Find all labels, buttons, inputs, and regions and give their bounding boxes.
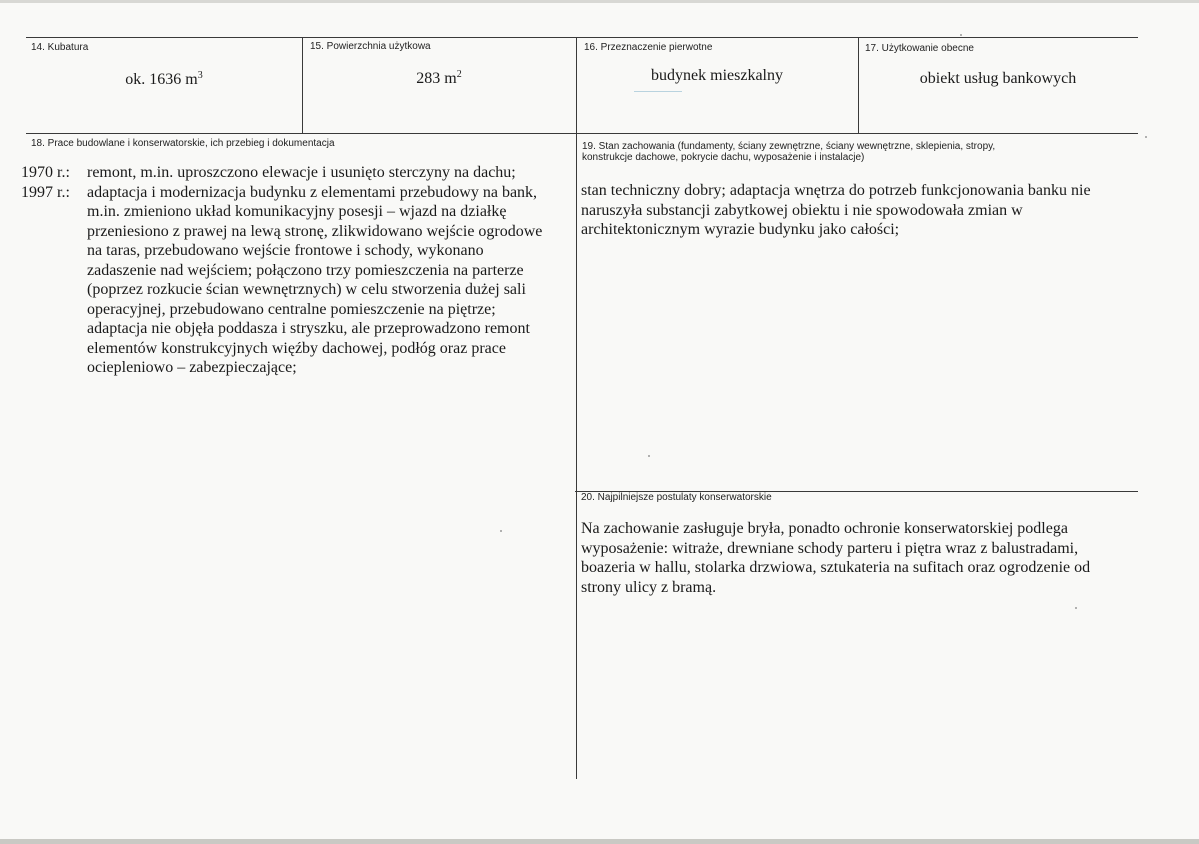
field-14-value-sup: 3 xyxy=(197,70,203,81)
field-20-label: 20. Najpilniejsze postulaty konserwatorskie xyxy=(581,492,772,503)
field-15-value-text: 283 m xyxy=(416,70,457,87)
scan-speck xyxy=(1075,607,1077,609)
field-19-label-line: 19. Stan zachowania (fundamenty, ściany zewnętrzne, ściany wewnętrzne, sklepienia, stropy, xyxy=(582,141,996,152)
work-entry xyxy=(21,163,571,183)
work-entry-line: adaptacja i modernizacja budynku z elementami przebudowy na bank, xyxy=(87,183,538,201)
postulate-line: strony ulicy z bramą. xyxy=(581,578,717,596)
field-16-value: budynek mieszkalny xyxy=(651,67,783,84)
work-entry-year: 1970 r.: xyxy=(21,164,70,181)
field-17-label: 17. Użytkowanie obecne xyxy=(865,43,974,54)
work-entry-line: remont, m.in. uproszczono elewacje i usunięto sterczyny na dachu; xyxy=(87,164,516,181)
work-entry-line: (poprzez rozkucie ścian wewnętrznych) w celu stworzenia dużej sali xyxy=(87,281,526,298)
work-entry-line: zadaszenie nad wejściem; połączono trzy pomieszczenia na parterze xyxy=(87,261,524,279)
scan-speck xyxy=(648,455,650,457)
scan-speck xyxy=(500,530,502,532)
field-15-value-sup: 2 xyxy=(456,69,462,80)
condition-line: architektonicznym wyrazie budynku jako całości; xyxy=(581,221,900,238)
field-19-label xyxy=(582,141,995,163)
condition-line: stan techniczny dobry; adaptacja wnętrza do potrzeb funkcjonowania banku nie xyxy=(581,182,1091,199)
field-14-value-text: ok. 1636 m xyxy=(125,71,198,88)
field-17-value: obiekt usług bankowych xyxy=(919,70,1077,87)
scan-speck xyxy=(960,34,962,36)
postulate-line: Na zachowanie zasługuje bryła, ponadto ochronie konserwatorskiej podlega xyxy=(581,520,1068,537)
work-entry-line: przeniesiono z prawej na lewą stronę, zlikwidowano wejście ogrodowe xyxy=(87,222,543,240)
work-entry-line: m.in. zmieniono układ komunikacyjny posesji – wjazd na działkę xyxy=(87,203,507,220)
field-19-label-line: konstrukcje dachowe, pokrycie dachu, wyposażenie i instalacje) xyxy=(582,152,865,163)
work-entry-line: na taras, przebudowano wejście frontowe i schody, wykonano xyxy=(87,242,484,259)
condition-line: naruszyła substancji zabytkowej obiektu i nie spowodowała zmian w xyxy=(581,201,1023,219)
field-14-value xyxy=(26,66,302,89)
scan-edge-top xyxy=(0,0,1199,3)
work-entry-line: adaptacja nie objęła poddasza i stryszku, ale przeprowadzono remont xyxy=(87,320,530,337)
rule-v2 xyxy=(576,37,577,779)
field-14-label: 14. Kubatura xyxy=(31,42,89,53)
field-15-value xyxy=(302,65,576,88)
scan-edge-bottom xyxy=(0,839,1199,844)
work-entry xyxy=(21,183,571,378)
scan-mark xyxy=(634,91,682,92)
field-18-label: 18. Prace budowlane i konserwatorskie, ich przebieg i dokumentacja xyxy=(31,138,335,149)
rule-row1-bottom xyxy=(26,133,1138,134)
postulate-line: wyposażenie: witraże, drewniane schody parteru i piętra wraz z balustradami, xyxy=(581,539,1079,557)
work-entry-text xyxy=(87,163,571,183)
field-20-content xyxy=(581,519,1133,597)
work-entry-text xyxy=(87,183,571,378)
work-entry-line: ociepleniowo – zabezpieczające; xyxy=(87,359,297,376)
scan-speck xyxy=(1145,136,1147,138)
work-entry-line: operacyjnej, przebudowano centralne pomieszczenie na piętrze; xyxy=(87,300,496,318)
postulate-line: boazeria w hallu, stolarka drzwiowa, sztukateria na sufitach oraz ogrodzenie od xyxy=(581,559,1091,576)
work-entry-year: 1997 r.: xyxy=(21,183,70,201)
field-16-label: 16. Przeznaczenie pierwotne xyxy=(584,42,713,53)
field-15-label: 15. Powierzchnia użytkowa xyxy=(310,41,431,52)
work-entry-line: elementów konstrukcyjnych więźby dachowej, podłóg oraz prace xyxy=(87,339,506,357)
field-19-content xyxy=(581,181,1133,240)
field-18-content xyxy=(21,163,571,378)
rule-top xyxy=(26,37,1138,38)
